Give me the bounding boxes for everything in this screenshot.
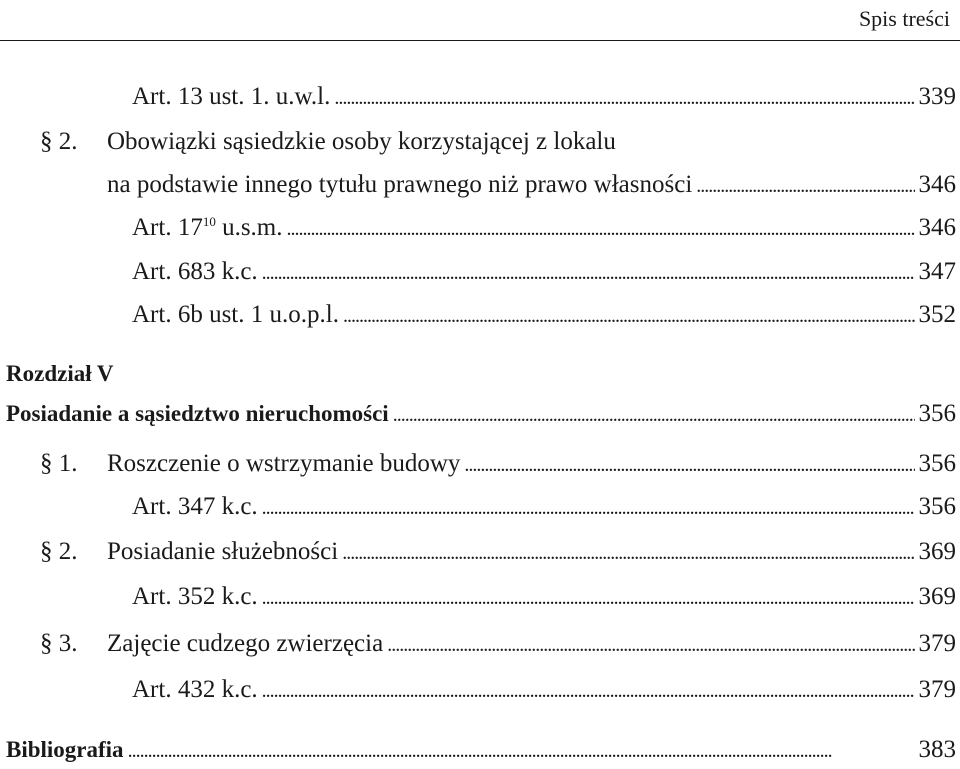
toc-page-number: 383 bbox=[918, 736, 956, 763]
section-sign: § 1. bbox=[40, 450, 78, 477]
toc-page-number: 346 bbox=[918, 171, 956, 198]
toc-entry-title: Art. 432 k.c. bbox=[132, 676, 258, 703]
dot-leader bbox=[393, 398, 915, 432]
toc-entry-title: Art. 13 ust. 1. u.w.l. bbox=[132, 83, 331, 110]
toc-entry[interactable] bbox=[0, 733, 960, 767]
toc-entry[interactable] bbox=[0, 255, 960, 289]
dot-leader bbox=[262, 581, 915, 615]
dot-leader bbox=[342, 536, 914, 570]
toc-entry[interactable] bbox=[0, 125, 960, 159]
toc-page-number: 347 bbox=[918, 258, 956, 285]
toc-page-number: 346 bbox=[918, 214, 956, 241]
toc-entry[interactable] bbox=[0, 211, 960, 245]
toc-entry-title: Zajęcie cudzego zwierzęcia bbox=[107, 630, 384, 657]
toc-entry[interactable] bbox=[0, 535, 960, 569]
section-sign: § 2. bbox=[40, 128, 78, 155]
toc-entry-title: Art. 347 k.c. bbox=[132, 493, 258, 520]
toc-entry[interactable] bbox=[0, 673, 960, 707]
toc-page-number: 356 bbox=[918, 400, 956, 427]
toc-entry-title: Art. 17 bbox=[132, 214, 203, 241]
dot-leader bbox=[387, 628, 914, 662]
header-rule bbox=[0, 40, 960, 41]
superscript-number: 10 bbox=[202, 214, 216, 229]
dot-leader bbox=[262, 491, 915, 525]
toc-entry-title: Art. 683 k.c. bbox=[132, 258, 258, 285]
toc-page-number: 369 bbox=[918, 538, 956, 565]
dot-leader bbox=[334, 81, 914, 115]
section-sign: § 2. bbox=[40, 538, 78, 565]
toc-entry-title: Roszczenie o wstrzymanie budowy bbox=[107, 450, 461, 477]
toc-entry-title: Obowiązki sąsiedzkie osoby korzystającej z lokalu bbox=[107, 128, 616, 155]
toc-entry[interactable] bbox=[0, 580, 960, 614]
toc-page-number: 352 bbox=[918, 301, 956, 328]
running-header-title: Spis treści bbox=[858, 6, 950, 31]
toc-page-number: 356 bbox=[918, 450, 956, 477]
toc-entry-title: na podstawie innego tytułu prawnego niż prawo własności bbox=[107, 171, 693, 198]
toc-entry-title: Posiadanie służebności bbox=[107, 538, 339, 565]
dot-leader bbox=[262, 256, 915, 290]
chapter-title: Posiadanie a sąsiedztwo nieruchomości bbox=[6, 401, 389, 426]
dot-leader bbox=[464, 448, 914, 482]
section-sign: § 3. bbox=[40, 630, 78, 657]
toc-entry[interactable] bbox=[0, 490, 960, 524]
dot-leader bbox=[287, 212, 915, 246]
dot-leader bbox=[262, 674, 915, 708]
chapter-number: Rozdział V bbox=[6, 361, 114, 386]
toc-page-number: 379 bbox=[918, 676, 956, 703]
toc-entry-title-suffix: u.s.m. bbox=[215, 214, 283, 241]
dot-leader bbox=[343, 299, 915, 333]
dot-leader bbox=[696, 169, 914, 203]
dot-leader bbox=[128, 734, 915, 768]
toc-entry[interactable] bbox=[0, 447, 960, 481]
toc-page-number: 369 bbox=[918, 583, 956, 610]
toc-page-number: 379 bbox=[918, 630, 956, 657]
toc-page-number: 356 bbox=[918, 493, 956, 520]
toc-entry[interactable] bbox=[0, 298, 960, 332]
toc-entry[interactable] bbox=[0, 168, 960, 202]
toc-entry[interactable] bbox=[0, 627, 960, 661]
toc-entry-title: Art. 6b ust. 1 u.o.p.l. bbox=[132, 301, 339, 328]
toc-page-number: 339 bbox=[918, 83, 956, 110]
chapter-label[interactable] bbox=[0, 357, 960, 391]
toc-entry[interactable] bbox=[0, 80, 960, 114]
bibliography-title: Bibliografia bbox=[6, 737, 124, 762]
toc-entry[interactable] bbox=[0, 397, 960, 431]
toc-entry-title: Art. 352 k.c. bbox=[132, 583, 258, 610]
